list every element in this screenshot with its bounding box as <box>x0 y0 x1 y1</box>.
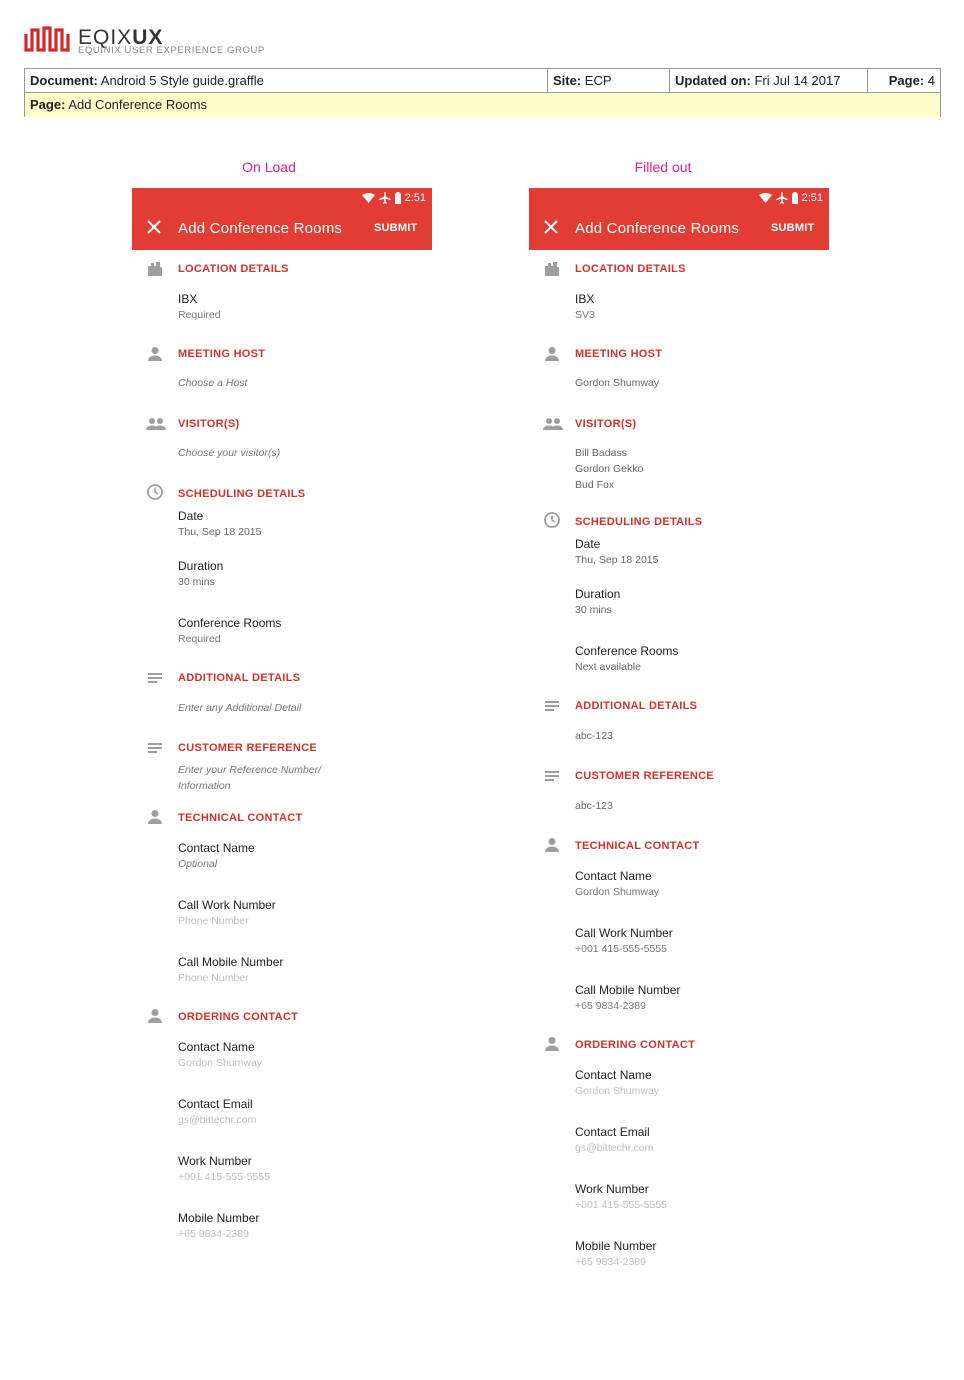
ordering-contact-heading: ORDERING CONTACT <box>575 1039 696 1051</box>
meeting-host-heading: MEETING HOST <box>575 348 663 360</box>
notes-icon <box>543 698 561 716</box>
customer-reference-field[interactable]: abc-123 <box>575 800 613 812</box>
visitors-field[interactable]: Choose your visitor(s) <box>178 447 281 459</box>
technical-mobile-value: Phone Number <box>178 972 249 984</box>
duration-field-value: 30 mins <box>178 576 215 588</box>
duration-field-value: 30 mins <box>575 604 612 616</box>
technical-mobile-label[interactable]: Call Mobile Number <box>575 983 681 997</box>
app-bar-title: Add Conference Rooms <box>575 220 740 237</box>
ibx-field-label[interactable]: IBX <box>575 292 595 306</box>
additional-details-heading: ADDITIONAL DETAILS <box>178 672 301 684</box>
visitors-heading: VISITOR(S) <box>178 418 240 430</box>
ordering-contact-heading: ORDERING CONTACT <box>178 1011 299 1023</box>
ordering-email-label[interactable]: Contact Email <box>575 1125 650 1139</box>
duration-field-label[interactable]: Duration <box>575 587 621 601</box>
column-title-filled-out: Filled out <box>634 159 692 175</box>
building-icon <box>543 260 561 278</box>
location-details-heading: LOCATION DETAILS <box>178 263 289 275</box>
ibx-field-value: SV3 <box>575 309 595 321</box>
status-bar <box>362 191 426 205</box>
technical-work-value: Phone Number <box>178 915 249 927</box>
ordering-email-value: gs@bittechr.com <box>575 1142 654 1154</box>
technical-name-label[interactable]: Contact Name <box>575 869 652 883</box>
person-icon <box>543 345 561 363</box>
visitor-item[interactable]: Bud Fox <box>575 479 615 491</box>
battery-icon <box>395 192 401 204</box>
ordering-mobile-label[interactable]: Mobile Number <box>575 1239 657 1253</box>
additional-details-heading: ADDITIONAL DETAILS <box>575 700 698 712</box>
technical-contact-heading: TECHNICAL CONTACT <box>575 840 700 852</box>
location-details-heading: LOCATION DETAILS <box>575 263 686 275</box>
person-icon <box>543 1035 561 1053</box>
conference-rooms-field-value: Next available <box>575 661 641 673</box>
technical-work-label[interactable]: Call Work Number <box>178 898 276 912</box>
conference-rooms-field-value: Required <box>178 633 221 645</box>
app-bar <box>529 188 829 250</box>
status-time: 2:51 <box>801 192 823 204</box>
equinix-ux-logo <box>24 24 264 58</box>
app-bar <box>132 188 432 250</box>
logo-wordmark: EQIXUX <box>78 26 164 49</box>
person-icon <box>146 808 164 826</box>
people-icon <box>543 415 563 433</box>
customer-reference-heading: CUSTOMER REFERENCE <box>575 770 715 782</box>
visitors-heading: VISITOR(S) <box>575 418 637 430</box>
notes-icon <box>146 740 164 758</box>
app-bar-title: Add Conference Rooms <box>178 220 343 237</box>
visitor-item[interactable]: Gordon Gekko <box>575 463 644 475</box>
close-icon[interactable] <box>543 219 559 235</box>
notes-icon <box>146 670 164 688</box>
ordering-name-value: Gordon Shumway <box>178 1057 263 1069</box>
person-icon <box>543 836 561 854</box>
ordering-work-label[interactable]: Work Number <box>178 1154 252 1168</box>
airplane-icon <box>379 192 391 204</box>
customer-reference-heading: CUSTOMER REFERENCE <box>178 742 318 754</box>
people-icon <box>146 415 166 433</box>
technical-name-value: Gordon Shumway <box>575 886 660 898</box>
technical-mobile-value: +65 9834-2389 <box>575 1000 646 1012</box>
ordering-mobile-value: +65 9834-2389 <box>575 1256 646 1268</box>
updated-cell: Updated on: Fri Jul 14 2017 <box>669 69 867 93</box>
customer-reference-field-line2[interactable]: Information <box>178 780 231 792</box>
document-info-table <box>24 68 941 117</box>
ordering-email-label[interactable]: Contact Email <box>178 1097 253 1111</box>
person-icon <box>146 345 164 363</box>
conference-rooms-field-label[interactable]: Conference Rooms <box>575 644 679 658</box>
document-info-row <box>25 69 940 93</box>
page-number-cell: Page: 4 <box>867 69 940 93</box>
clock-icon <box>543 511 561 529</box>
wifi-icon <box>759 193 772 203</box>
ordering-name-value: Gordon Shumway <box>575 1085 660 1097</box>
ordering-name-label[interactable]: Contact Name <box>575 1068 652 1082</box>
technical-name-value: Optional <box>178 858 218 870</box>
date-field-label[interactable]: Date <box>575 537 601 551</box>
duration-field-label[interactable]: Duration <box>178 559 224 573</box>
ordering-work-value: +001 415-555-5555 <box>178 1171 270 1183</box>
close-icon[interactable] <box>146 219 162 235</box>
visitor-item[interactable]: Bill Badass <box>575 447 627 459</box>
ordering-mobile-label[interactable]: Mobile Number <box>178 1211 260 1225</box>
ordering-mobile-value: +65 9834-2389 <box>178 1228 249 1240</box>
equinix-logo-icon <box>24 26 70 52</box>
status-time: 2:51 <box>404 192 426 204</box>
page-name-row: Page: Add Conference Rooms <box>25 93 940 117</box>
column-title-on-load: On Load <box>242 159 296 175</box>
date-field-label[interactable]: Date <box>178 509 204 523</box>
battery-icon <box>792 192 798 204</box>
logo-tagline: EQUINIX USER EXPERIENCE GROUP <box>78 45 265 56</box>
ordering-work-label[interactable]: Work Number <box>575 1182 649 1196</box>
ordering-work-value: +001 415-555-5555 <box>575 1199 667 1211</box>
site-cell: Site: ECP <box>547 69 669 93</box>
wifi-icon <box>362 193 375 203</box>
ordering-name-label[interactable]: Contact Name <box>178 1040 255 1054</box>
submit-button[interactable]: SUBMIT <box>374 222 418 234</box>
status-bar <box>759 191 823 205</box>
date-field-value: Thu, Sep 18 2015 <box>178 526 262 538</box>
building-icon <box>146 260 164 278</box>
airplane-icon <box>776 192 788 204</box>
ordering-email-value: gs@bittechr.com <box>178 1114 257 1126</box>
technical-work-label[interactable]: Call Work Number <box>575 926 673 940</box>
meeting-host-field[interactable]: Choose a Host <box>178 377 248 389</box>
notes-icon <box>543 768 561 786</box>
technical-mobile-label[interactable]: Call Mobile Number <box>178 955 284 969</box>
meeting-host-field[interactable]: Gordon Shumway <box>575 377 660 389</box>
ibx-field-value: Required <box>178 309 221 321</box>
person-icon <box>146 1007 164 1025</box>
technical-work-value: +001 415-555-5555 <box>575 943 667 955</box>
customer-reference-field-line1[interactable]: Enter your Reference Number/ <box>178 764 321 776</box>
conference-rooms-field-label[interactable]: Conference Rooms <box>178 616 282 630</box>
technical-contact-heading: TECHNICAL CONTACT <box>178 812 303 824</box>
additional-details-field[interactable]: abc-123 <box>575 730 613 742</box>
technical-name-label[interactable]: Contact Name <box>178 841 255 855</box>
document-cell: Document: Android 5 Style guide.graffle <box>30 73 264 88</box>
scheduling-details-heading: SCHEDULING DETAILS <box>575 516 703 528</box>
scheduling-details-heading: SCHEDULING DETAILS <box>178 488 306 500</box>
clock-icon <box>146 483 164 501</box>
ibx-field-label[interactable]: IBX <box>178 292 198 306</box>
meeting-host-heading: MEETING HOST <box>178 348 266 360</box>
additional-details-field[interactable]: Enter any Additional Detail <box>178 702 302 714</box>
date-field-value: Thu, Sep 18 2015 <box>575 554 659 566</box>
submit-button[interactable]: SUBMIT <box>771 222 815 234</box>
